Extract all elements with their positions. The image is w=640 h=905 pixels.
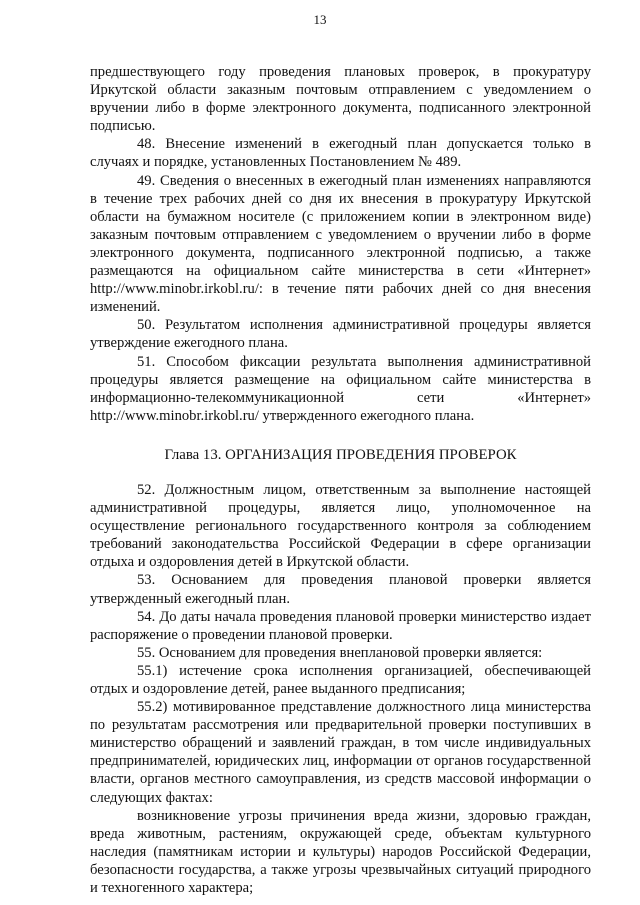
page-number: 13	[313, 12, 327, 27]
paragraph-48: 48. Внесение изменений в ежегодный план допускается только в случаях и порядке, установленных Постановлением № 489.	[90, 136, 591, 171]
paragraph-51: 51. Способом фиксации результата выполнения административной процедуры является размещение на официальном сайте министерства в информационно-телекоммуникационной сети «Интернет» http://www.minobr.irkobl.ru/ утвержденного ежегодного плана.	[90, 353, 591, 424]
paragraph-55: 55. Основанием для проведения внеплановой проверки является:	[137, 644, 543, 661]
paragraph-55-2: 55.2) мотивированное представление должностного лица министерства по результатам рассмотрения или предварительной проверки поступивших в министерство обращений и заявлений граждан, в том числе индивидуальных предпринимателей, юридических лиц, информации от органов государственной власти, органов местного самоуправления, из средств массовой информации о следующих фактах:	[90, 699, 591, 806]
paragraph-continuation: предшествующего году проведения плановых проверок, в прокуратуру Иркутской области заказным почтовым отправлением с уведомлением о вручении либо в форме электронного документа, подписанного электронной подписью.	[90, 64, 591, 135]
paragraph-49: 49. Сведения о внесенных в ежегодный план изменениях направляются в течение трех рабочих дней со дня их внесения в прокуратуру Иркутской области на бумажном носителе (с приложением копии в электронном виде) заказным почтовым отправлением с уведомлением о вручении либо в форме электронного документа, подписанного электронной подписью, а также размещаются на официальном сайте министерства в сети «Интернет» http://www.minobr.irkobl.ru/: в течение пяти рабочих дней со дня внесения изменений.	[90, 172, 591, 316]
chapter-heading: Глава 13. ОРГАНИЗАЦИЯ ПРОВЕДЕНИЯ ПРОВЕРОК	[164, 446, 517, 463]
paragraph-55-1: 55.1) истечение срока исполнения организацией, обеспечивающей отдых и оздоровление детей, ранее выданного предписания;	[90, 662, 591, 697]
paragraph-50: 50. Результатом исполнения административной процедуры является утверждение ежегодного плана.	[90, 317, 591, 352]
paragraph-threat-facts: возникновение угрозы причинения вреда жизни, здоровью граждан, вреда животным, растениям, окружающей среде, объектам культурного наследия (памятникам истории и культуры) народов Российской Федерации, безопасности государства, а также угрозы чрезвычайных ситуаций природного и техногенного характера;	[90, 807, 591, 897]
paragraph-53: 53. Основанием для проведения плановой проверки является утвержденный ежегодный план.	[90, 572, 591, 607]
paragraph-54: 54. До даты начала проведения плановой проверки министерство издает распоряжение о проведении плановой проверки.	[90, 608, 591, 643]
document-body	[90, 63, 591, 897]
paragraph-52: 52. Должностным лицом, ответственным за выполнение настоящей административной процедуры, является лицо, уполномоченное на осуществление регионального государственного контроля за соблюдением требований законодательства Российской Федерации в сфере организации отдыха и оздоровления детей в Иркутской области.	[90, 481, 591, 571]
